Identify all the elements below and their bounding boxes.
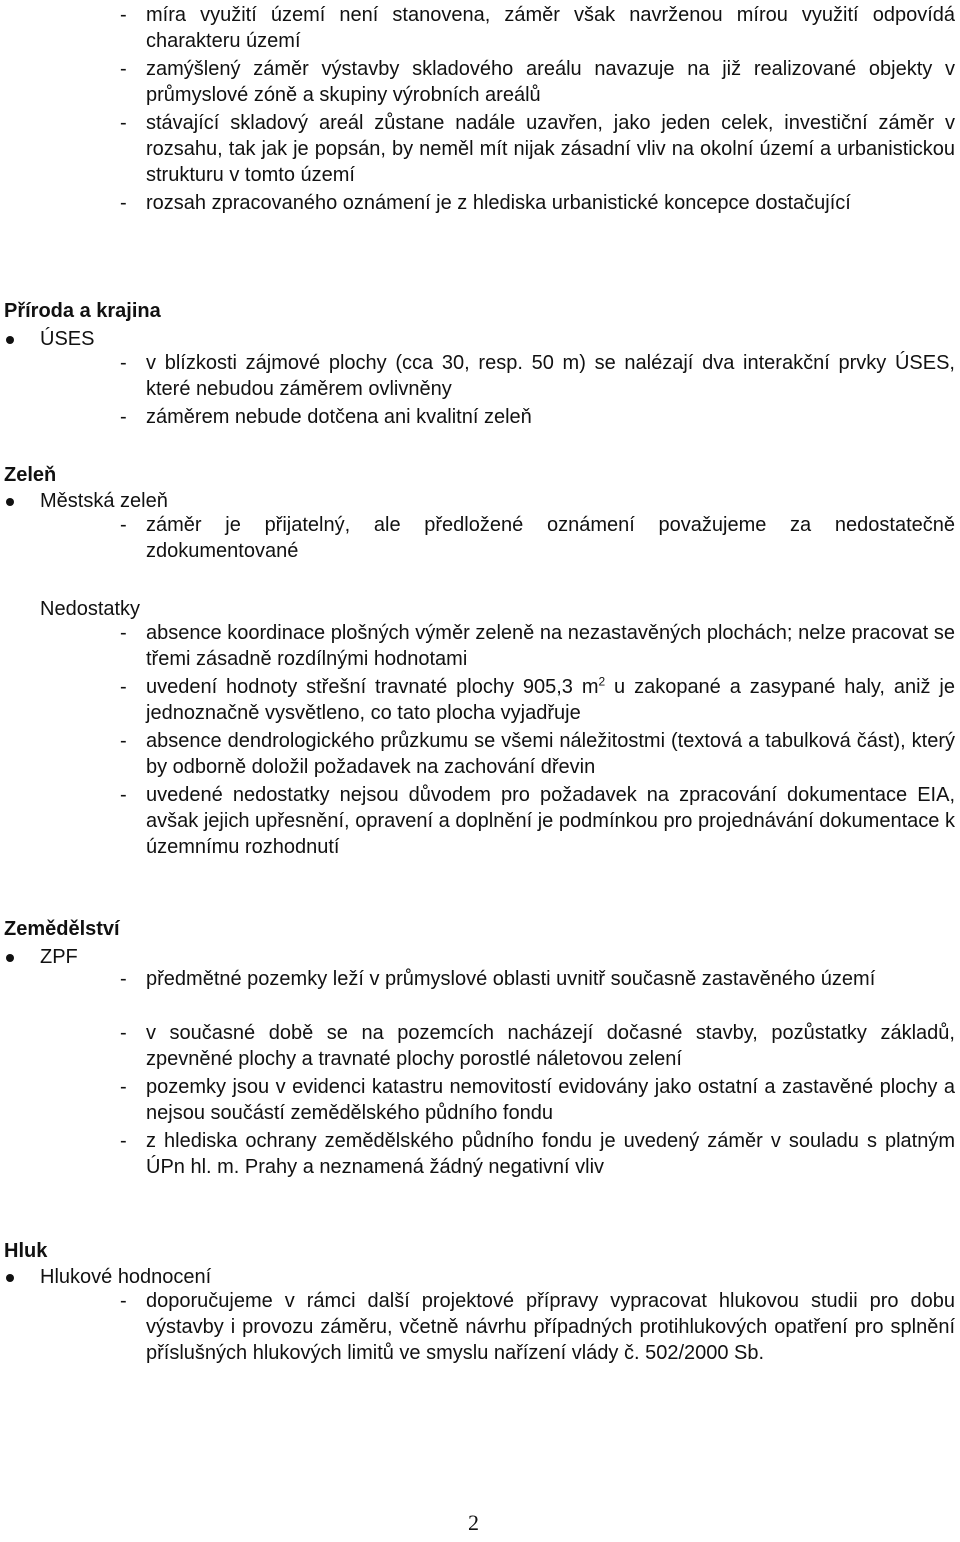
list-item — [120, 674, 955, 726]
dash-marker: - — [120, 1130, 127, 1152]
list-item — [120, 404, 955, 430]
list-item-text: míra využití území není stanovena, záměr však navrženou mírou využití odpovídá charakteru území — [146, 4, 955, 52]
list-item — [120, 1074, 955, 1126]
dash-marker: - — [120, 968, 127, 990]
dash-marker: - — [120, 192, 127, 214]
list-item-text: záměr je přijatelný, ale předložené oznámení považujeme za nedostatečně zdokumentované — [146, 514, 955, 562]
list-item — [120, 966, 955, 1018]
list-item-text: uvedené nedostatky nejsou důvodem pro požadavek na zpracování dokumentace EIA, avšak jejich upřesnění, opravení a doplnění je podmínkou pro projednávání dokumentace k územnímu rozhodnutí — [146, 784, 955, 858]
dash-marker: - — [120, 1290, 127, 1312]
bullet-dot-icon — [6, 336, 14, 344]
list-item — [120, 190, 955, 242]
dash-marker: - — [120, 514, 127, 536]
list-item-text: v blízkosti zájmové plochy (cca 30, resp. 50 m) se nalézají dva interakční prvky ÚSES, které nebudou záměrem ovlivněny — [146, 352, 955, 400]
list-item-text-end: u zakopané a zasypané haly, aniž je jednoznačně vysvětleno, co tato plocha vyjadřuje — [146, 676, 955, 724]
list-item — [120, 2, 955, 54]
dash-marker: - — [120, 1022, 127, 1044]
bullet-label: ZPF — [40, 946, 78, 968]
list-item-text: v současné době se na pozemcích nacházejí dočasné stavby, pozůstatky základů, zpevněné plochy a travnaté plochy porostlé náletovou zelení — [146, 1022, 955, 1070]
dash-marker: - — [120, 730, 127, 752]
list-item — [120, 512, 955, 564]
dash-marker: - — [120, 784, 127, 806]
list-item — [120, 1128, 955, 1180]
dash-marker: - — [120, 352, 127, 374]
list-item-text: absence koordinace plošných výměr zeleně na nezastavěných plochách; nelze pracovat se třemi zásadně rozdílnými hodnotami — [146, 622, 955, 670]
list-item-text — [146, 674, 955, 726]
list-item-text: záměrem nebude dotčena ani kvalitní zeleň — [146, 406, 532, 428]
section-heading-nedostatky: Nedostatky — [40, 598, 141, 620]
bullet-dot-icon — [6, 954, 14, 962]
list-item — [120, 56, 955, 108]
list-item-text: z hlediska ochrany zemědělského půdního fondu je uvedený záměr v souladu s platným ÚPn hl. m. Prahy a neznamená žádný negativní vliv — [146, 1130, 955, 1178]
section-heading-priroda: Příroda a krajina — [4, 300, 161, 322]
dash-marker: - — [120, 4, 127, 26]
list-item-text: stávající skladový areál zůstane nadále uzavřen, jako jeden celek, investiční záměr v rozsahu, tak jak je popsán, by neměl mít nijak zásadní vliv na okolní území a urbanistickou strukturu v tomto území — [146, 112, 955, 186]
bullet-dot-icon — [6, 1274, 14, 1282]
dash-marker: - — [120, 406, 127, 428]
list-item — [120, 1288, 955, 1392]
list-item — [120, 350, 955, 402]
list-item — [120, 1020, 955, 1072]
list-item-text: zamýšlený záměr výstavby skladového areálu navazuje na již realizované objekty v průmyslové zóně a skupiny výrobních areálů — [146, 58, 955, 106]
list-item — [120, 728, 955, 780]
dash-marker: - — [120, 112, 127, 134]
dash-marker: - — [120, 676, 127, 698]
list-item — [120, 110, 955, 188]
list-item — [120, 782, 955, 860]
page-number: 2 — [468, 1510, 479, 1535]
list-item-text: absence dendrologického průzkumu se všemi náležitostmi (textová a tabulková část), který by odborně doložil požadavek na zachování dřevin — [146, 730, 955, 778]
dash-marker: - — [120, 622, 127, 644]
section-heading-zemedelstvi: Zemědělství — [4, 918, 120, 940]
list-item-text: rozsah zpracovaného oznámení je z hlediska urbanistické koncepce dostačující — [146, 192, 851, 214]
dash-marker: - — [120, 1076, 127, 1098]
superscript: 2 — [598, 674, 606, 689]
bullet-dot-icon — [6, 498, 14, 506]
section-heading-hluk: Hluk — [4, 1240, 48, 1262]
dash-marker: - — [120, 58, 127, 80]
list-item-text: pozemky jsou v evidenci katastru nemovitostí evidovány jako ostatní a zastavěné plochy a nejsou součástí zemědělského půdního fondu — [146, 1076, 955, 1124]
bullet-label: Hlukové hodnocení — [40, 1266, 212, 1288]
list-item-text-start: uvedení hodnoty střešní travnaté plochy 905,3 m — [146, 676, 599, 698]
list-item — [120, 620, 955, 672]
bullet-label: Městská zeleň — [40, 490, 168, 512]
section-heading-zelen: Zeleň — [4, 464, 57, 486]
list-item-text: doporučujeme v rámci další projektové přípravy vypracovat hlukovou studii pro dobu výstavby i provozu záměru, včetně návrhu případných protihlukových opatření pro splnění příslušných hlukových limitů ve smyslu nařízení vlády č. 502/2000 Sb. — [146, 1290, 955, 1364]
list-item-text: předmětné pozemky leží v průmyslové oblasti uvnitř současně zastavěného území — [146, 968, 876, 990]
bullet-label: ÚSES — [40, 328, 95, 350]
